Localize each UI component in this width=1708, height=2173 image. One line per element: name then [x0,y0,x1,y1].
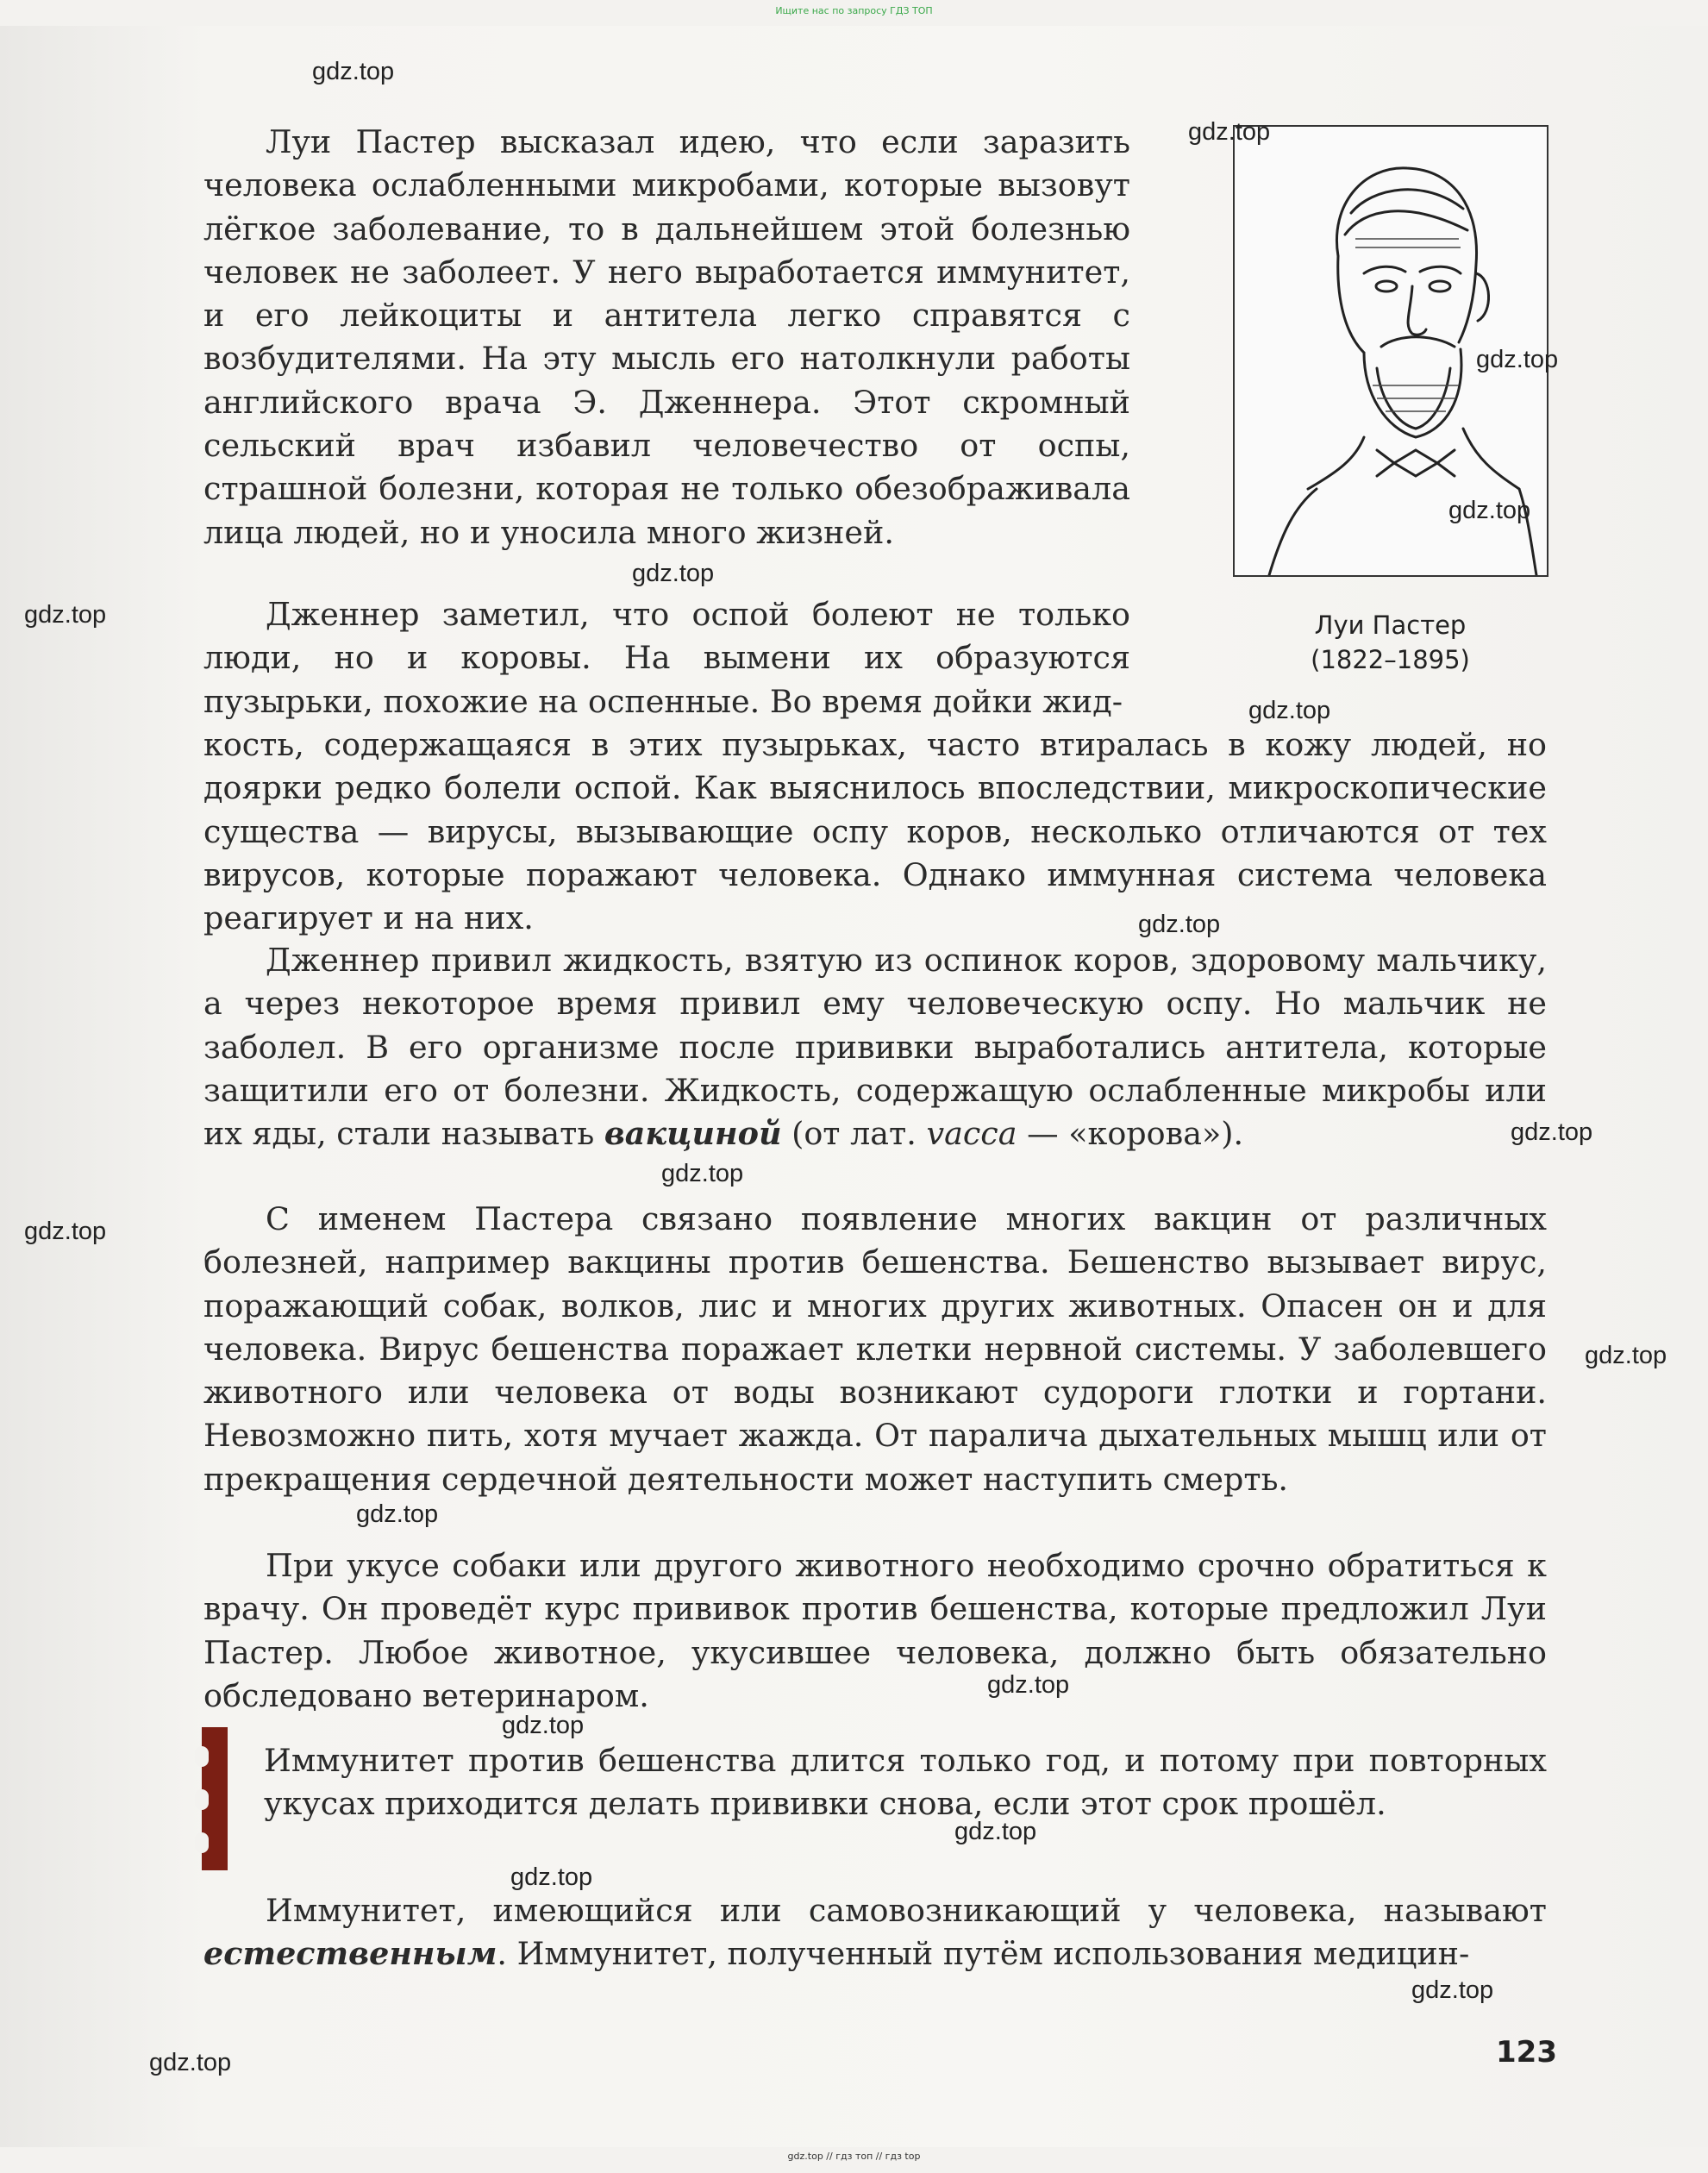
caption-name: Луи Пастер [1314,611,1467,640]
marker-notch [195,1789,209,1810]
watermark: gdz.top [661,1160,744,1187]
watermark: gdz.top [1248,697,1331,724]
term-vaccine: вакциной [604,1115,782,1153]
watermark: gdz.top [987,1671,1070,1699]
paragraph-7-text: Иммунитет, имеющийся или самовозникающий у человека, называют [266,1892,1547,1929]
marker-notch [195,1832,209,1853]
watermark: gdz.top [356,1500,439,1528]
watermark: gdz.top [24,601,107,629]
watermark: gdz.top [149,2049,232,2076]
paragraph-2-start: Дженнер заметил, что оспой болеют не только люди, но и коровы. На вымени их образуются пузырьки, похожие на оспенные. Во время дойки жид- [203,596,1130,720]
paragraph-6-highlighted: Иммунитет против бешенства длится только год, и потому при повторных укусах приходится делать прививки снова, если этот срок прошёл. [264,1742,1547,1823]
watermark: gdz.top [954,1818,1037,1845]
watermark: gdz.top [1448,497,1531,524]
portrait-caption [1207,608,1573,677]
watermark: gdz.top [510,1863,593,1891]
watermark: gdz.top [502,1712,585,1739]
paragraph-7-end: . Иммунитет, полученный путём использования медицин- [497,1935,1470,1973]
page-number: 123 [1496,2035,1557,2070]
paragraph-3-mid: (от лат. [781,1115,927,1153]
watermark: gdz.top [1476,346,1559,373]
watermark: gdz.top [24,1218,107,1245]
paragraph-2-end: кость, содержащаяся в этих пузырьках, часто втиралась в кожу людей, но доярки редко болели оспой. Как выяснилось впоследствии, микроскопические существа — вирусы, вызывающие оспу коров, несколько отличаются от тех вирусов, которые поражают человека. Однако иммунная система человека реагирует и на них. [203,726,1547,937]
paragraph-3-end: — «корова»). [1017,1115,1244,1153]
watermark: gdz.top [1138,911,1221,938]
paragraph-3 [203,939,1547,1155]
paragraph-3-text: Дженнер привил жидкость, взятую из оспинок коров, здоровому мальчику, а через некоторое время привил ему человеческую оспу. Но мальчик не заболел. В его организме после прививки выработались антитела, которые защитили его от болезни. Жидкость, содержащую ослабленные микробы или их яды, стали называть [203,942,1547,1153]
paragraph-4: С именем Пастера связано появление многих вакцин от различных болезней, например вакцины против бешенства. Бешенство вызывает вирус, поражающий собак, волков, лис и многих других животных. Опасен он и для человека. Вирус бешенства поражает клетки нервной системы. У заболевшего животного или человека от воды возникают судороги глотки и гортани. Невозможно пить, хотя мучает жажда. От паралича дыхательных мышц или от прекращения сердечной деятельности может наступить смерть. [203,1200,1547,1498]
search-hint-link[interactable]: Ищите нас по запросу ГДЗ ТОП [775,5,933,16]
caption-years: (1822–1895) [1311,645,1470,674]
watermark: gdz.top [1188,118,1271,146]
margin-marker [202,1727,228,1870]
watermark: gdz.top [1585,1342,1667,1369]
paragraph-1: Луи Пастер высказал идею, что если заразить человека ослабленными микробами, которые вызовут лёгкое заболевание, то в дальнейшем этой болезнью человек не заболеет. У него выработается иммунитет, и его лейкоциты и антитела легко справятся с возбудителями. На эту мысль его натолкнули работы английского врача Э. Дженнера. Этот скромный сельский врач избавил человечество от оспы, страшной болезни, которая не только обезображивала лица людей, но и уносила много жизней. [203,123,1130,551]
paragraph-5: При укусе собаки или другого животного необходимо срочно обратиться к врачу. Он проведёт курс прививок против бешенства, которые предложил Луи Пастер. Любое животное, укусившее человека, должно быть обязательно обследовано ветеринаром. [203,1547,1547,1714]
latin-word: vacca [926,1115,1017,1153]
footer-links[interactable]: gdz.top // гдз топ // гдз top [787,2151,921,2162]
watermark: gdz.top [1511,1118,1593,1146]
watermark: gdz.top [1411,1976,1494,2004]
watermark: gdz.top [312,58,395,85]
paragraph-7 [203,1889,1547,1976]
marker-notch [195,1746,209,1767]
term-natural: естественным [203,1935,497,1973]
watermark: gdz.top [632,560,715,587]
